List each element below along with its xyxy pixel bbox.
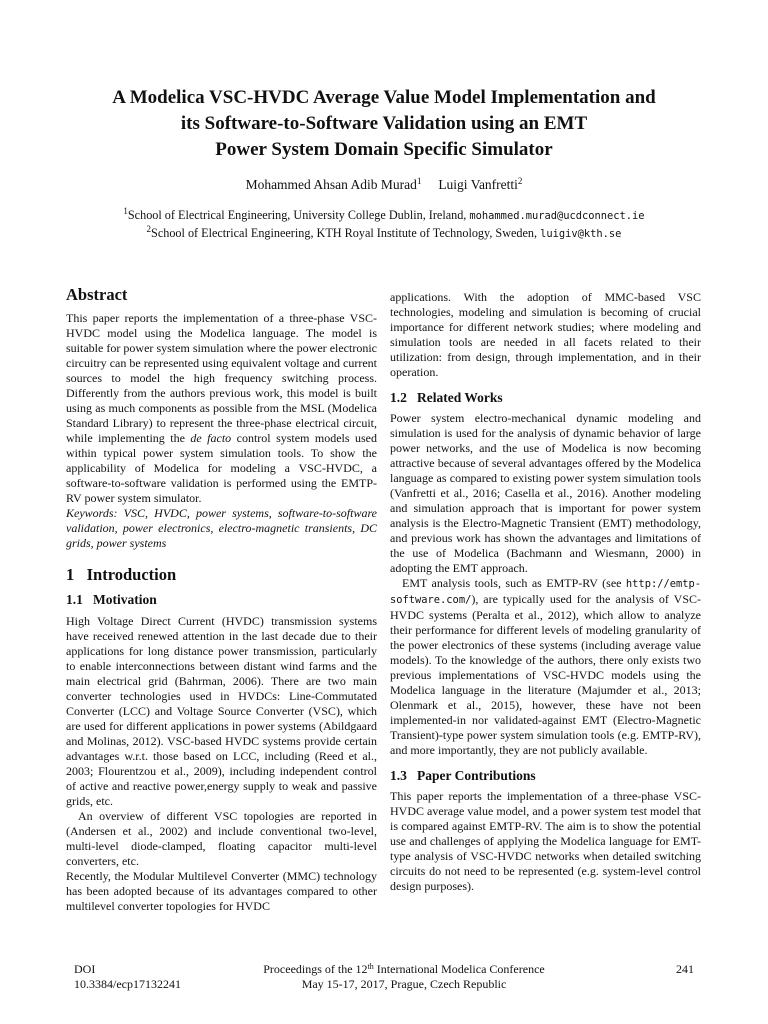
subsection-heading-paper-contributions xyxy=(390,767,701,784)
right-column xyxy=(390,290,701,894)
subsection-title: Motivation xyxy=(93,592,157,607)
affiliations xyxy=(20,207,748,243)
paragraph: An overview of different VSC topologies are reported in (Andersen et al., 2002) and include conventional two-level, multi-level diode-clamped, floating capacitor multi-level converters, etc. xyxy=(66,809,377,868)
emphasis: de facto xyxy=(190,431,232,445)
subsection-number: 1.1 xyxy=(66,592,83,607)
subsection-number: 1.3 xyxy=(390,768,407,783)
subsection-heading-motivation xyxy=(66,591,377,608)
author-list xyxy=(40,176,728,194)
paragraph: applications. With the adoption of MMC-based VSC technologies, modeling and simulation is becoming of crucial importance for different network studies; where modeling and simulation tools are needed in all facets related to their utilization: from design, through implementation, and in their operation. xyxy=(390,290,701,379)
author-affil-mark: 1 xyxy=(416,176,422,186)
paragraph: This paper reports the implementation of a three-phase VSC-HVDC average value model, and a power system test model that is compared against EMTP-RV. The aim is to show the potential use and challenges of applying the Modelica language for EMT-type analysis of VSC-HVDC networks when detailed switching circuits do not need to be represented (e.g. system-level control design purposes). xyxy=(390,789,701,893)
author-name: Mohammed Ahsan Adib Murad xyxy=(245,177,417,192)
title-line-1: A Modelica VSC-HVDC Average Value Model Implementation and xyxy=(112,87,656,108)
author-email[interactable]: luigiv@kth.se xyxy=(540,228,622,240)
paragraph: EMT analysis tools, such as EMTP-RV (see http://emtp-software.com/), are typically used for the analysis of VSC-HVDC systems (Peralta et al., 2012), which allow to analyze their performance for different levels of modeling granularity of the power electronics of these systems (including average value models). To the knowledge of the authors, there only exists two previous implementations of VSC-HVDC models using the Modelica language in the literature (Majumder et al., 2013; Olenmark et al., 2015), however, these have not been implemented-in nor validated-against EMT (Electro-Magnetic Transient)-type power system simulation tools (e.g. EMTP-RV), and more importantly, they are not publicly available. xyxy=(390,576,701,757)
section-number: 1 xyxy=(66,565,75,584)
author-affil-mark: 2 xyxy=(517,176,523,186)
affiliation-1 xyxy=(20,207,748,225)
footer-conference xyxy=(204,962,604,992)
author-email[interactable]: mohammed.murad@ucdconnect.ie xyxy=(469,210,645,222)
title-line-2: its Software-to-Software Validation using an EMT xyxy=(180,113,588,134)
paragraph: High Voltage Direct Current (HVDC) transmission systems have received renewed attention in the last decade due to their applications for long distance power transmission, particularly to enable interconnections between distant wind farms and the main electrical grid (Bahrman, 2006). There are two main converter technologies used in HVDCs: Line-Commutated Converter (LCC) and Voltage Source Converter (VSC), which are used for different applications in power systems (Abildgaard and Molinas, 2012). VSC-based HVDC systems provide certain advantages w.r.t. those based on LCC, including (Reed et al., 2003; Flourentzou et al., 2009), including independent control of active and reactive power,energy supply to weak and passive grids, etc. xyxy=(66,614,377,808)
subsection-title: Paper Contributions xyxy=(417,768,536,783)
affiliation-2 xyxy=(20,225,748,243)
doi-value: 10.3384/ecp17132241 xyxy=(74,977,181,991)
affiliation-text: School of Electrical Engineering, KTH Royal Institute of Technology, Sweden, xyxy=(151,226,541,240)
page-number: 241 xyxy=(676,962,694,976)
subsection-number: 1.2 xyxy=(390,390,407,405)
url-link[interactable]: http://emtp-software.com/ xyxy=(390,578,701,606)
affiliation-mark: 2 xyxy=(146,224,152,234)
affiliation-text: School of Electrical Engineering, University College Dublin, Ireland, xyxy=(127,208,470,222)
keywords: Keywords: VSC, HVDC, power systems, software-to-software validation, power electronics, electro-magnetic transients, DC grids, power systems xyxy=(66,506,377,550)
conference-name: Proceedings of the 12th International Modelica Conference xyxy=(263,962,545,976)
paper-title xyxy=(40,85,728,163)
paragraph: Recently, the Modular Multilevel Converter (MMC) technology has been adopted because of its advantages compared to other multilevel converter topologies for HVDC xyxy=(66,869,377,913)
abstract-text: This paper reports the implementation of a three-phase VSC-HVDC model using the Modelica language. The model is suitable for power system simulation where the power electronic circuitry can be represented using equivalent voltage and current sources to model the high frequency switching process. Differently from the authors previous work, this model is built using as much components as possible from the MSL (Modelica Standard Library) to represent the three-phase electrical circuit, while implementing the de facto control system models used within typical power system simulation tools. To show the applicability of Modelica for modeling a VSC-HVDC, a software-to-software validation is performed using the EMTP-RV power system simulator. xyxy=(66,311,378,505)
left-column xyxy=(66,285,377,914)
section-heading-introduction xyxy=(66,565,377,585)
subsection-heading-related-works xyxy=(390,389,701,406)
affiliation-mark: 1 xyxy=(123,206,128,216)
conference-date: May 15-17, 2017, Prague, Czech Republic xyxy=(301,977,507,991)
paragraph: Power system electro-mechanical dynamic modeling and simulation is used for the analysis of dynamic behavior of large power networks, and the use of Modelica is now becoming attractive because of several advantages offered by the Modelica language as compared to existing power system simulation tools (Vanfretti et al., 2016; Casella et al., 2016). Another modeling and simulation approach that is important for power system analysis is the Electro-Magnetic Transient (EMT) methodology, and previous work has shown the advantages and limitations of the use of Modelica (Bachmann and Wiesmann, 2000) in adopting the EMT approach. xyxy=(390,411,701,575)
subsection-title: Related Works xyxy=(417,390,503,405)
abstract-heading: Abstract xyxy=(66,285,128,304)
title-line-3: Power System Domain Specific Simulator xyxy=(215,139,553,160)
author-name: Luigi Vanfretti xyxy=(438,177,518,192)
doi-label: DOI xyxy=(74,962,96,976)
section-title: Introduction xyxy=(86,565,177,584)
